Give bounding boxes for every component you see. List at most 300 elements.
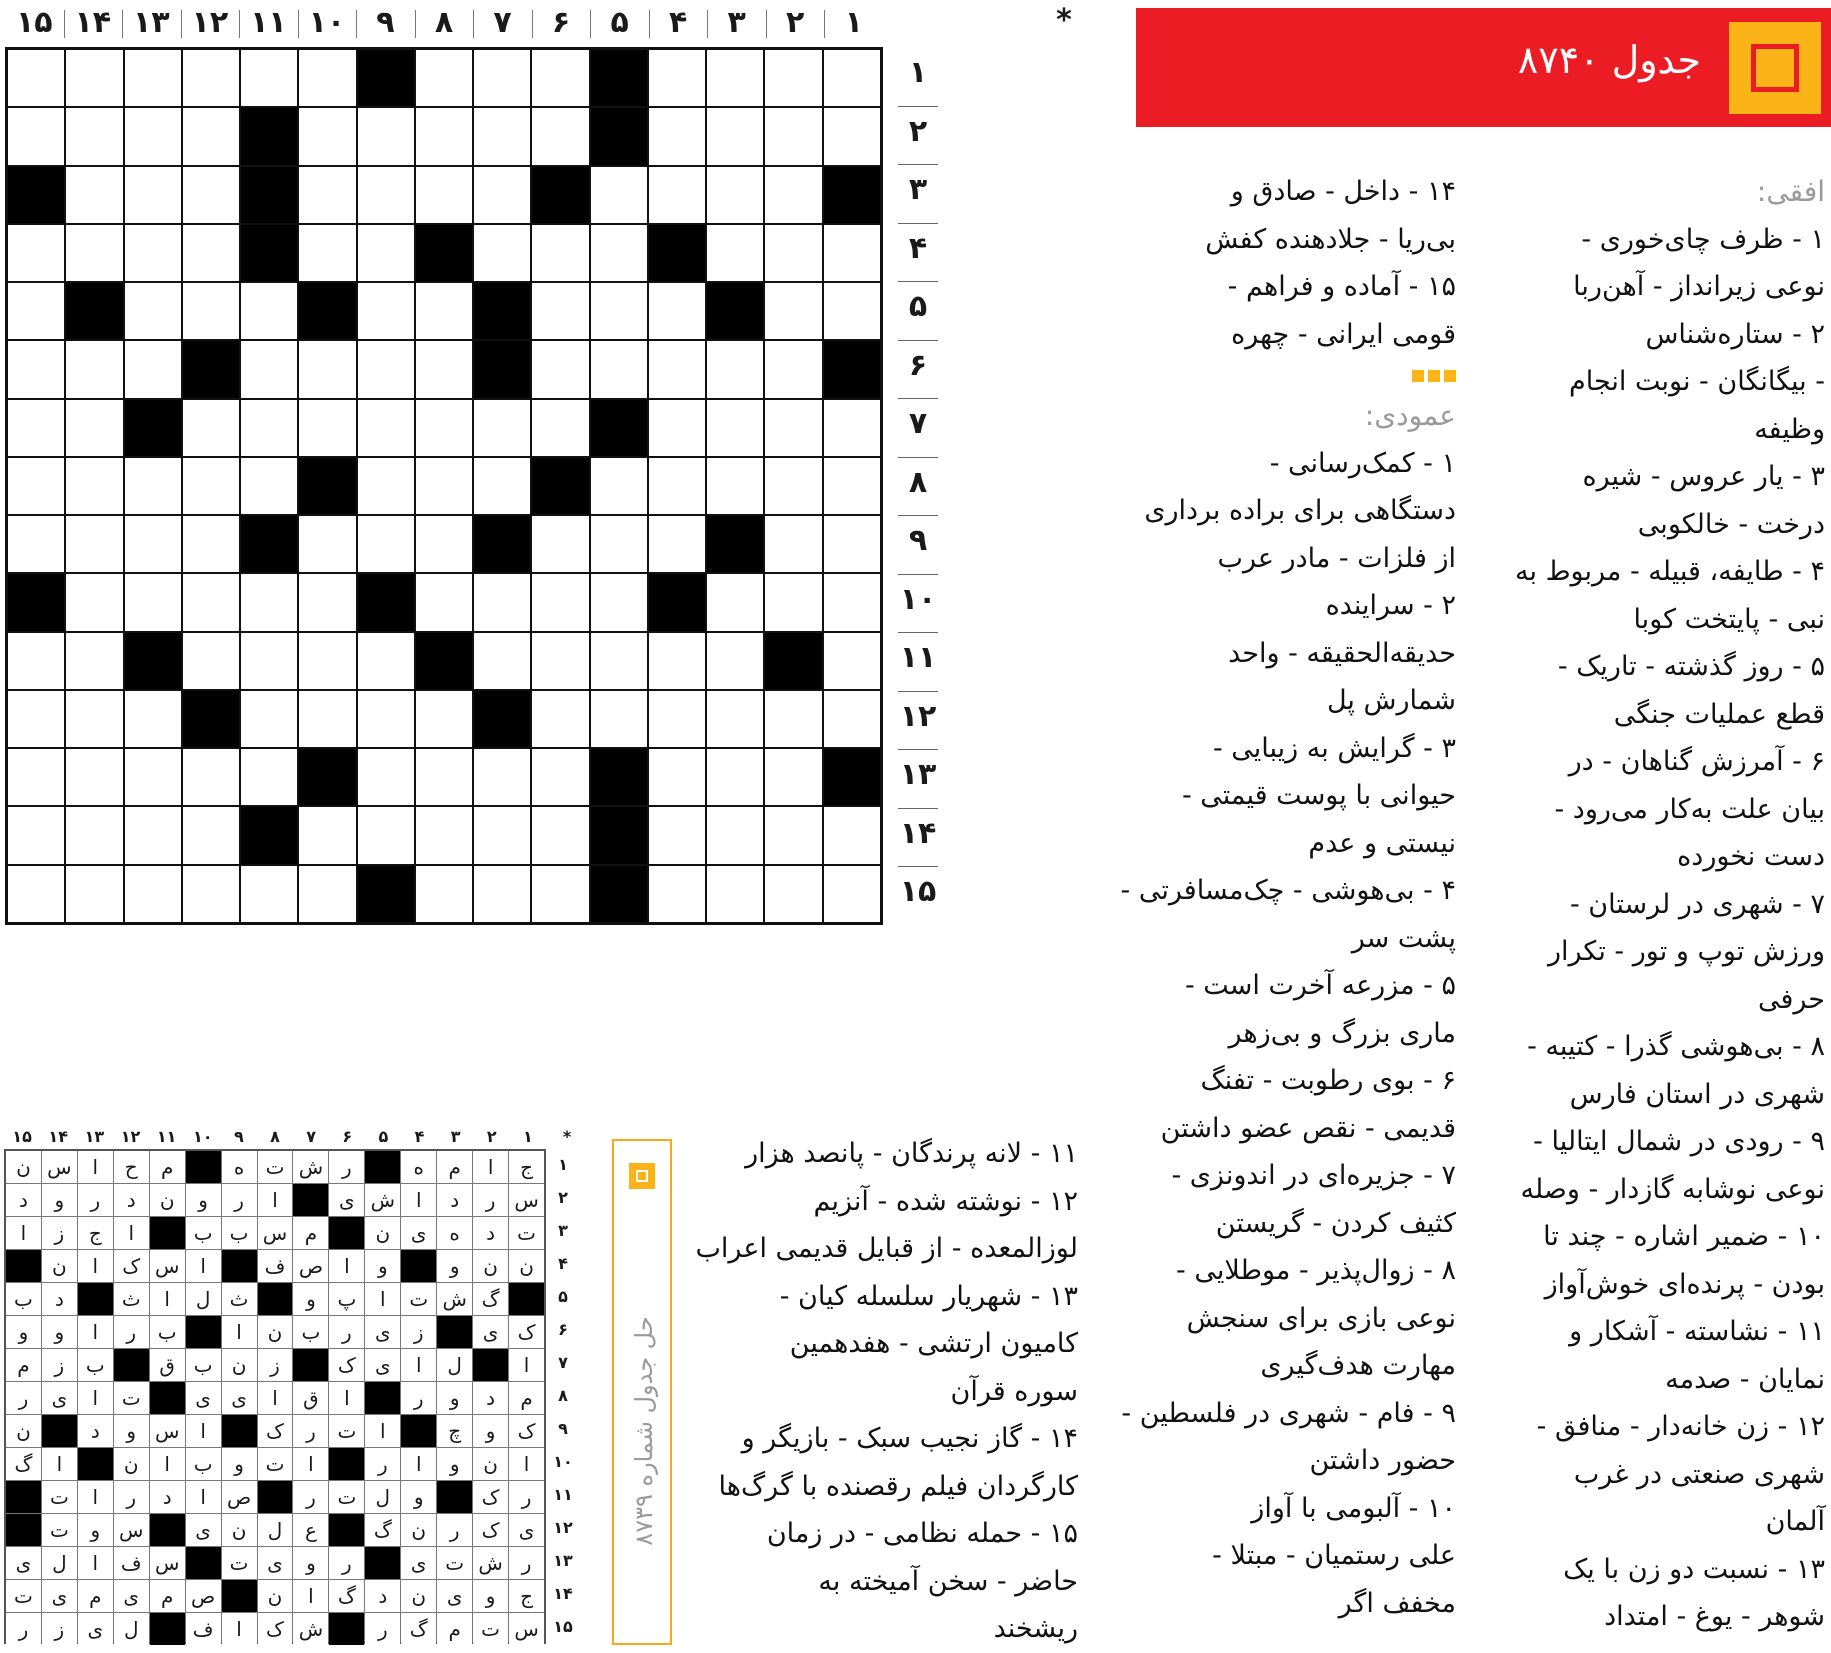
grid-cell[interactable] (649, 341, 705, 397)
grid-cell[interactable] (649, 807, 705, 863)
grid-cell[interactable] (241, 283, 297, 339)
grid-cell[interactable] (765, 807, 821, 863)
grid-cell[interactable] (824, 574, 880, 630)
grid-cell[interactable] (474, 866, 530, 922)
grid-cell[interactable] (66, 516, 122, 572)
solution-letter: ا (222, 1316, 257, 1348)
grid-cell[interactable] (358, 341, 414, 397)
clue-line: لوزالمعده - از قبایل قدیمی اعراب (695, 1233, 1078, 1264)
solution-letter: س (509, 1184, 544, 1216)
grid-cell[interactable] (591, 283, 647, 339)
horizontal-section-title: افقی: (1756, 175, 1825, 208)
grid-cell[interactable] (299, 108, 355, 164)
solution-black-cell (401, 1415, 436, 1447)
grid-cell[interactable] (416, 400, 472, 456)
grid-cell[interactable] (474, 633, 530, 689)
grid-cell[interactable] (66, 341, 122, 397)
grid-cell[interactable] (591, 516, 647, 572)
solution-letter: د (114, 1184, 149, 1216)
grid-cell[interactable] (765, 458, 821, 514)
grid-cell[interactable] (66, 866, 122, 922)
solution-letter: ی (78, 1613, 113, 1645)
solution-letter: ی (401, 1547, 436, 1579)
grid-cell[interactable] (416, 50, 472, 106)
grid-cell[interactable] (8, 458, 64, 514)
grid-cell[interactable] (125, 341, 181, 397)
black-cell (532, 458, 588, 514)
grid-cell[interactable] (591, 574, 647, 630)
grid-cell[interactable] (532, 866, 588, 922)
grid-cell[interactable] (707, 633, 763, 689)
grid-cell[interactable] (358, 167, 414, 223)
grid-cell[interactable] (299, 807, 355, 863)
grid-cell[interactable] (765, 341, 821, 397)
solution-letter: گ (473, 1283, 508, 1315)
grid-cell[interactable] (707, 225, 763, 281)
grid-cell[interactable] (183, 574, 239, 630)
grid-cell[interactable] (8, 866, 64, 922)
grid-cell[interactable] (125, 167, 181, 223)
clue-line: ۱۰ - ضمیر اشاره - چند تا (1543, 1221, 1825, 1252)
crossword-grid[interactable] (5, 47, 883, 925)
grid-cell[interactable] (8, 225, 64, 281)
column-number: ۶ (551, 5, 571, 40)
grid-cell[interactable] (474, 50, 530, 106)
grid-cell[interactable] (358, 108, 414, 164)
solution-black-cell (150, 1217, 185, 1249)
grid-cell[interactable] (707, 108, 763, 164)
grid-cell[interactable] (183, 749, 239, 805)
grid-cell[interactable] (591, 341, 647, 397)
grid-cell[interactable] (125, 516, 181, 572)
clues-column-middle (1120, 168, 1456, 1627)
grid-cell[interactable] (707, 574, 763, 630)
grid-cell[interactable] (824, 691, 880, 747)
clue-line: ۱ - کمک‌رسانی - (1269, 447, 1456, 479)
solution-black-cell (150, 1382, 185, 1414)
solution-letter: ا (509, 1349, 544, 1381)
solution-column-number: ۷ (306, 1127, 316, 1146)
grid-cell[interactable] (8, 341, 64, 397)
grid-cell[interactable] (358, 516, 414, 572)
grid-cell[interactable] (824, 807, 880, 863)
solution-letter: ت (6, 1580, 41, 1612)
grid-cell[interactable] (125, 807, 181, 863)
grid-cell[interactable] (765, 400, 821, 456)
grid-cell[interactable] (125, 749, 181, 805)
grid-cell[interactable] (824, 108, 880, 164)
black-cell (707, 516, 763, 572)
solution-letter: ا (78, 1316, 113, 1348)
grid-cell[interactable] (765, 225, 821, 281)
grid-cell[interactable] (649, 283, 705, 339)
solution-letter: ک (114, 1250, 149, 1282)
grid-cell[interactable] (649, 749, 705, 805)
grid-cell[interactable] (532, 400, 588, 456)
grid-cell[interactable] (707, 458, 763, 514)
grid-cell[interactable] (474, 400, 530, 456)
solution-letter: ر (437, 1514, 472, 1546)
grid-cell[interactable] (66, 749, 122, 805)
clue-line: وظیفه (1754, 413, 1825, 445)
grid-cell[interactable] (299, 225, 355, 281)
solution-letter: ق (150, 1349, 185, 1381)
grid-cell[interactable] (824, 633, 880, 689)
grid-cell[interactable] (416, 167, 472, 223)
grid-cell[interactable] (474, 807, 530, 863)
solution-letter: ر (114, 1481, 149, 1513)
row-number: ۱۴ (899, 815, 937, 851)
grid-cell[interactable] (358, 633, 414, 689)
grid-cell[interactable] (125, 108, 181, 164)
separator-dots (1140, 370, 1456, 382)
solution-letter: ا (186, 1415, 221, 1447)
solution-column-number: ۱۳ (84, 1127, 105, 1146)
row-separator (898, 691, 938, 692)
grid-cell[interactable] (765, 283, 821, 339)
solution-letter: ش (473, 1547, 508, 1579)
solution-letter: ر (365, 1448, 400, 1480)
solution-letter: ن (222, 1514, 257, 1546)
solution-letter: ی (42, 1382, 77, 1414)
grid-cell[interactable] (532, 50, 588, 106)
clue-line: ۸ - زوال‌پذیر - موطلایی - (1176, 1255, 1456, 1286)
solution-letter: ل (114, 1613, 149, 1645)
black-cell (824, 341, 880, 397)
grid-cell[interactable] (474, 225, 530, 281)
solution-letter: ن (150, 1184, 185, 1216)
solution-letter: ی (509, 1514, 544, 1546)
clue-line: ۱۵ - حمله نظامی - در زمان (766, 1518, 1078, 1549)
grid-cell[interactable] (66, 807, 122, 863)
grid-cell[interactable] (299, 341, 355, 397)
column-number: ۸ (434, 5, 454, 40)
solution-letter: ب (150, 1316, 185, 1348)
solution-letter: ا (42, 1448, 77, 1480)
solution-letter: ب (186, 1349, 221, 1381)
grid-cell[interactable] (649, 633, 705, 689)
grid-cell[interactable] (532, 283, 588, 339)
grid-cell[interactable] (66, 225, 122, 281)
grid-cell[interactable] (532, 749, 588, 805)
solution-letter: ک (258, 1613, 293, 1645)
clue-line: حاضر - سخن آمیخته به (818, 1565, 1078, 1597)
grid-cell[interactable] (649, 691, 705, 747)
row-separator (898, 866, 938, 867)
grid-cell[interactable] (649, 458, 705, 514)
grid-cell[interactable] (241, 400, 297, 456)
solution-letter: و (293, 1283, 328, 1315)
column-number: ۱۵ (15, 5, 53, 40)
clue-line: ۱۲ - نوشته شده - آنزیم (813, 1185, 1078, 1217)
solution-letter: ص (222, 1481, 257, 1513)
solution-row-number: ۲ (558, 1188, 568, 1207)
grid-cell[interactable] (125, 225, 181, 281)
solution-letter: ف (186, 1613, 221, 1645)
grid-cell[interactable] (66, 400, 122, 456)
grid-cell[interactable] (241, 691, 297, 747)
clue-line: مهارت هدف‌گیری (1260, 1350, 1456, 1381)
black-cell (241, 108, 297, 164)
grid-cell[interactable] (707, 807, 763, 863)
solution-row-number: ۶ (558, 1320, 568, 1339)
grid-cell[interactable] (649, 167, 705, 223)
grid-cell[interactable] (532, 574, 588, 630)
grid-cell[interactable] (183, 167, 239, 223)
solution-letter: م (6, 1349, 41, 1381)
grid-cell[interactable] (707, 167, 763, 223)
grid-cell[interactable] (66, 458, 122, 514)
clue-line: کامیون ارتشی - هفدهمین (789, 1328, 1078, 1359)
solution-letter: ب (78, 1349, 113, 1381)
solution-row-number: ۱۱ (553, 1485, 573, 1504)
grid-cell[interactable] (474, 749, 530, 805)
solution-black-cell (329, 1514, 364, 1546)
grid-cell[interactable] (765, 167, 821, 223)
grid-cell[interactable] (8, 108, 64, 164)
solution-black-cell (222, 1415, 257, 1447)
grid-cell[interactable] (416, 516, 472, 572)
black-cell (707, 283, 763, 339)
grid-cell[interactable] (416, 691, 472, 747)
grid-cell[interactable] (532, 108, 588, 164)
grid-cell[interactable] (532, 225, 588, 281)
grid-cell[interactable] (241, 341, 297, 397)
black-cell (824, 749, 880, 805)
grid-cell[interactable] (66, 633, 122, 689)
solution-letter: ا (401, 1349, 436, 1381)
column-separator (532, 10, 533, 38)
grid-cell[interactable] (358, 807, 414, 863)
grid-cell[interactable] (707, 341, 763, 397)
solution-letter: ک (258, 1415, 293, 1447)
grid-cell[interactable] (824, 400, 880, 456)
grid-cell[interactable] (765, 50, 821, 106)
grid-cell[interactable] (241, 866, 297, 922)
clue-line: ۳ - یار عروس - شیره (1582, 461, 1825, 492)
grid-cell[interactable] (649, 50, 705, 106)
grid-cell[interactable] (299, 400, 355, 456)
grid-cell[interactable] (532, 341, 588, 397)
solution-letter: چ (437, 1415, 472, 1447)
grid-cell[interactable] (183, 108, 239, 164)
grid-cell[interactable] (532, 516, 588, 572)
grid-cell[interactable] (416, 108, 472, 164)
grid-cell[interactable] (824, 225, 880, 281)
grid-cell[interactable] (532, 691, 588, 747)
grid-cell[interactable] (241, 633, 297, 689)
grid-cell[interactable] (707, 400, 763, 456)
grid-cell[interactable] (8, 633, 64, 689)
grid-cell[interactable] (416, 458, 472, 514)
grid-cell[interactable] (183, 633, 239, 689)
grid-cell[interactable] (765, 749, 821, 805)
solution-letter: ت (509, 1217, 544, 1249)
clue-line: ۵ - روز گذشته - تاریک - (1557, 651, 1825, 682)
solution-letter: ن (473, 1250, 508, 1282)
grid-cell[interactable] (358, 225, 414, 281)
grid-cell[interactable] (591, 458, 647, 514)
solution-letter: د (42, 1283, 77, 1315)
grid-cell[interactable] (824, 458, 880, 514)
solution-column-number: ۳ (450, 1127, 461, 1146)
grid-cell[interactable] (66, 50, 122, 106)
grid-cell[interactable] (649, 108, 705, 164)
grid-cell[interactable] (183, 807, 239, 863)
solution-letter: ی (186, 1514, 221, 1546)
solution-letter: ر (114, 1316, 149, 1348)
grid-cell[interactable] (358, 283, 414, 339)
solution-letter: ن (114, 1448, 149, 1480)
grid-cell[interactable] (183, 866, 239, 922)
grid-cell[interactable] (8, 400, 64, 456)
grid-cell[interactable] (474, 167, 530, 223)
grid-cell[interactable] (824, 50, 880, 106)
grid-cell[interactable] (591, 225, 647, 281)
solution-letter: ن (473, 1448, 508, 1480)
solution-letter: و (114, 1415, 149, 1447)
grid-cell[interactable] (183, 458, 239, 514)
solution-letter: ا (222, 1613, 257, 1645)
grid-cell[interactable] (474, 574, 530, 630)
grid-cell[interactable] (66, 574, 122, 630)
grid-cell[interactable] (183, 50, 239, 106)
grid-cell[interactable] (358, 749, 414, 805)
solution-row-numbers (548, 1149, 578, 1644)
grid-cell[interactable] (358, 691, 414, 747)
grid-cell[interactable] (824, 516, 880, 572)
grid-cell[interactable] (8, 283, 64, 339)
solution-column-number: ۱۰ (192, 1127, 213, 1146)
grid-cell[interactable] (532, 807, 588, 863)
solution-black-cell (114, 1349, 149, 1381)
grid-cell[interactable] (299, 574, 355, 630)
grid-cell[interactable] (765, 866, 821, 922)
grid-cell[interactable] (183, 400, 239, 456)
solution-title: حل جدول شماره ۸۷۳۹ (630, 1316, 658, 1546)
solution-column-number: ۱ (523, 1127, 533, 1146)
solution-black-cell (150, 1613, 185, 1645)
black-cell (824, 167, 880, 223)
grid-cell[interactable] (299, 633, 355, 689)
grid-cell[interactable] (299, 866, 355, 922)
solution-row-number: ۱۰ (553, 1452, 573, 1471)
grid-cell[interactable] (125, 50, 181, 106)
column-separator (473, 10, 474, 38)
grid-cell[interactable] (8, 807, 64, 863)
grid-cell[interactable] (358, 400, 414, 456)
clue-line: ۷ - جزیره‌ای در اندونزی - (1171, 1160, 1456, 1191)
grid-cell[interactable] (183, 283, 239, 339)
grid-cell[interactable] (8, 749, 64, 805)
grid-cell[interactable] (358, 458, 414, 514)
grid-cell[interactable] (416, 283, 472, 339)
solution-row-number: ۵ (558, 1287, 568, 1306)
grid-cell[interactable] (66, 108, 122, 164)
grid-cell[interactable] (241, 458, 297, 514)
arrow-corner-icon (1729, 22, 1821, 114)
grid-cell[interactable] (416, 341, 472, 397)
clue-line: از فلزات - مادر عرب (1217, 542, 1456, 574)
grid-cell[interactable] (125, 691, 181, 747)
grid-cell[interactable] (66, 691, 122, 747)
grid-cell[interactable] (125, 458, 181, 514)
grid-cell[interactable] (765, 516, 821, 572)
grid-cell[interactable] (707, 691, 763, 747)
solution-letter: ت (222, 1547, 257, 1579)
grid-cell[interactable] (125, 866, 181, 922)
grid-cell[interactable] (416, 574, 472, 630)
grid-cell[interactable] (765, 574, 821, 630)
row-separator (898, 223, 938, 224)
grid-cell[interactable] (591, 633, 647, 689)
solution-letter: د (6, 1184, 41, 1216)
solution-letter: ا (186, 1250, 221, 1282)
grid-cell[interactable] (591, 691, 647, 747)
grid-cell[interactable] (649, 866, 705, 922)
grid-cell[interactable] (299, 50, 355, 106)
grid-cell[interactable] (125, 283, 181, 339)
grid-cell[interactable] (707, 866, 763, 922)
grid-cell[interactable] (183, 225, 239, 281)
grid-cell[interactable] (765, 691, 821, 747)
grid-cell[interactable] (416, 807, 472, 863)
solution-letter: ج (509, 1580, 544, 1612)
grid-cell[interactable] (707, 50, 763, 106)
grid-cell[interactable] (649, 516, 705, 572)
grid-cell[interactable] (183, 516, 239, 572)
solution-letter: ا (329, 1382, 364, 1414)
grid-cell[interactable] (241, 749, 297, 805)
grid-cell[interactable] (416, 749, 472, 805)
grid-cell[interactable] (66, 167, 122, 223)
black-cell (765, 633, 821, 689)
grid-cell[interactable] (299, 691, 355, 747)
previous-solution-label-box (612, 1139, 672, 1645)
solution-letter: ف (258, 1250, 293, 1282)
grid-cell[interactable] (299, 516, 355, 572)
solution-black-cell (78, 1448, 113, 1480)
solution-letter: ت (401, 1283, 436, 1315)
solution-letter: ل (365, 1481, 400, 1513)
grid-cell[interactable] (8, 50, 64, 106)
grid-cell[interactable] (416, 866, 472, 922)
grid-cell[interactable] (591, 167, 647, 223)
solution-letter: ن (6, 1151, 41, 1183)
grid-cell[interactable] (474, 458, 530, 514)
grid-cell[interactable] (824, 283, 880, 339)
grid-cell[interactable] (707, 749, 763, 805)
grid-cell[interactable] (824, 866, 880, 922)
grid-cell[interactable] (649, 400, 705, 456)
clue-line: ۱۵ - آماده و فراهم - (1227, 271, 1456, 302)
row-separator (898, 632, 938, 633)
column-separator (766, 10, 767, 38)
grid-cell[interactable] (765, 108, 821, 164)
grid-cell[interactable] (241, 50, 297, 106)
solution-letter: ج (78, 1217, 113, 1249)
grid-cell[interactable] (532, 633, 588, 689)
solution-letter: ل (186, 1283, 221, 1315)
solution-row-number: ۳ (558, 1221, 568, 1240)
grid-cell[interactable] (125, 574, 181, 630)
grid-cell[interactable] (299, 167, 355, 223)
grid-cell[interactable] (8, 691, 64, 747)
grid-cell[interactable] (241, 574, 297, 630)
row-separator (898, 574, 938, 575)
grid-cell[interactable] (8, 516, 64, 572)
grid-cell[interactable] (474, 108, 530, 164)
